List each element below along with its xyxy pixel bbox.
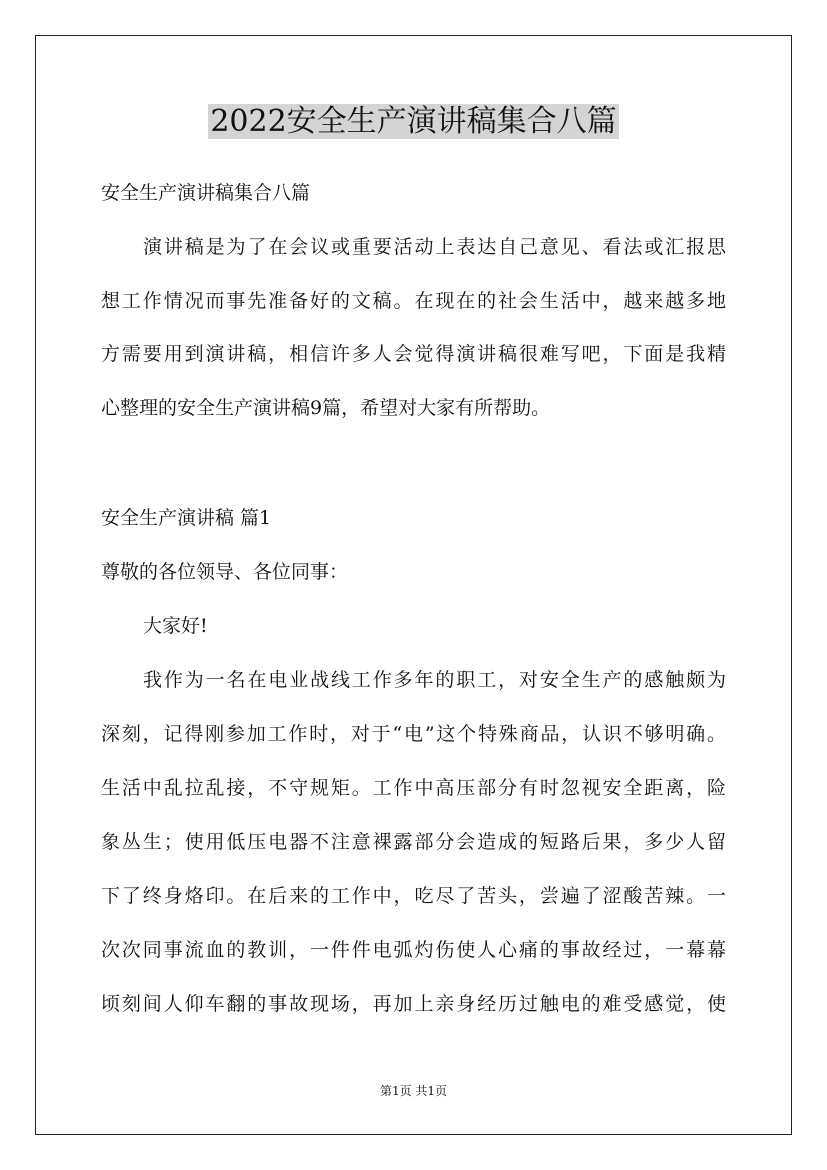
greeting: 大家好!: [143, 615, 208, 637]
body-line: 下了终身烙印。在后来的工作中，吃尽了苦头，尝遍了涩酸苦辣。一: [101, 885, 726, 907]
body-line: 生活中乱拉乱接，不守规矩。工作中高压部分有时忽视安全距离，险: [101, 777, 726, 799]
section-heading: 安全生产演讲稿 篇1: [101, 507, 272, 529]
body-line: 我作为一名在电业战线工作多年的职工，对安全生产的感触颇为: [143, 669, 726, 691]
intro-line: 想工作情况而事先准备好的文稿。在现在的社会生活中，越来越多地: [101, 290, 726, 312]
document-subtitle: 安全生产演讲稿集合八篇: [101, 182, 311, 204]
salutation: 尊敬的各位领导、各位同事：: [101, 561, 349, 583]
body-line: 深刻，记得刚参加工作时，对于“电”这个特殊商品，认识不够明确。: [101, 723, 726, 745]
intro-line: 心整理的安全生产演讲稿9篇，希望对大家有所帮助。: [101, 397, 551, 419]
body-line: 顷刻间人仰车翻的事故现场，再加上亲身经历过触电的难受感觉，使: [101, 993, 726, 1015]
page-footer: 第1页 共1页: [379, 1084, 448, 1098]
intro-line: 演讲稿是为了在会议或重要活动上表达自己意见、看法或汇报思: [143, 236, 726, 258]
body-line: 象丛生；使用低压电器不注意裸露部分会造成的短路后果，多少人留: [101, 831, 726, 853]
intro-line: 方需要用到演讲稿，相信许多人会觉得演讲稿很难写吧，下面是我精: [101, 343, 726, 365]
document-title: 2022安全生产演讲稿集合八篇: [210, 104, 617, 139]
body-line: 次次同事流血的教训，一件件电弧灼伤使人心痛的事故经过，一幕幕: [101, 939, 726, 961]
